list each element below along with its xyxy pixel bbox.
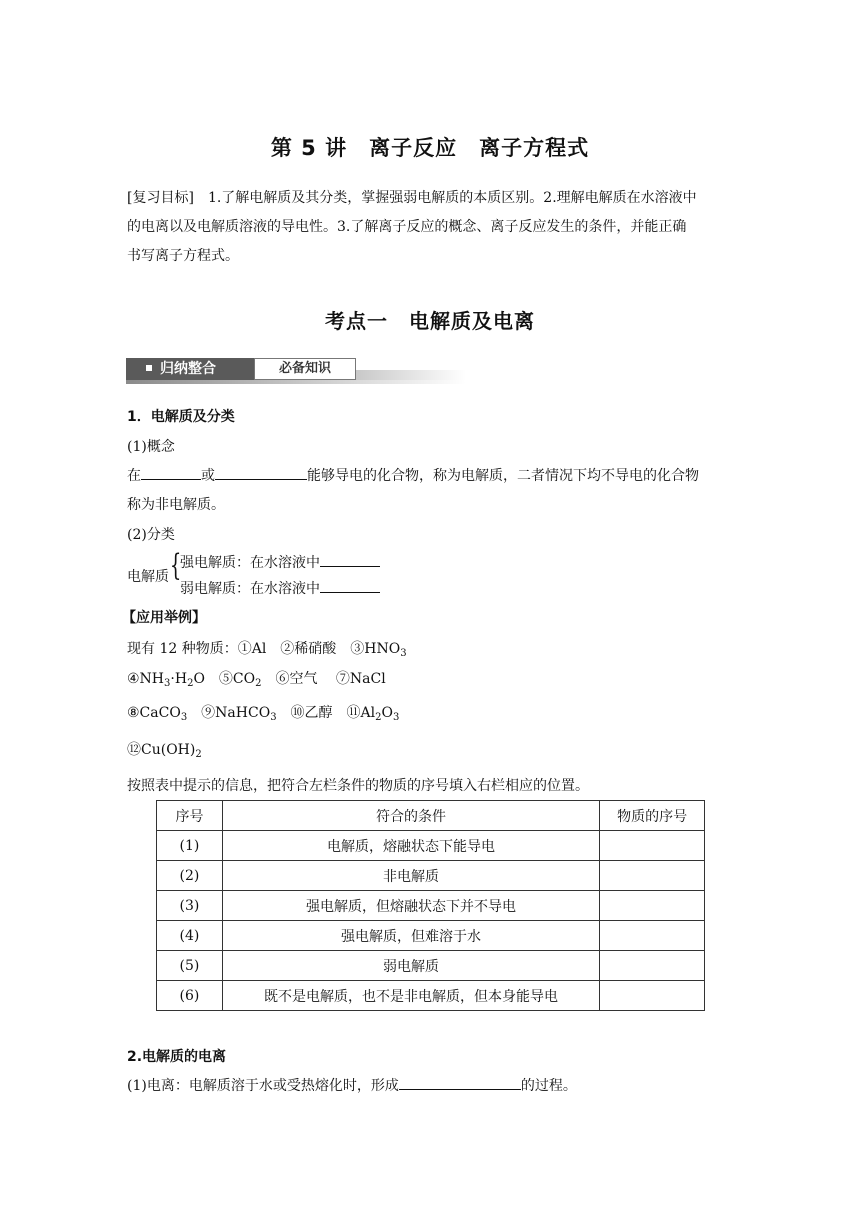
- s2-heading: 2.电解质的电离: [127, 1049, 227, 1065]
- blank-weak: [320, 578, 380, 593]
- s1-heading: 1．电解质及分类: [127, 409, 235, 425]
- table-header-row: [157, 801, 705, 831]
- banner-right: 必备知识: [254, 358, 356, 380]
- example-line-1: 现有 12 种物质：①Al ②稀硝酸 $③HNO_3$: [127, 641, 407, 659]
- concept-b: 或: [201, 468, 215, 484]
- table-row: (2) 非电解质: [157, 861, 705, 891]
- banner-left: [126, 358, 254, 380]
- answer-cell[interactable]: [600, 891, 705, 921]
- banner-bar: [126, 380, 466, 384]
- concept-line-2: 称为非电解质。: [127, 497, 225, 513]
- table-row: (5) 弱电解质: [157, 951, 705, 981]
- header-no: 序号: [157, 801, 223, 831]
- blank-ionize: [399, 1075, 521, 1090]
- review-label: [复习目标]: [127, 190, 194, 206]
- s2-line-1: (1)电离：电解质溶于水或受热熔化时，形成 的过程。: [127, 1075, 577, 1095]
- concept-a: 在: [127, 468, 141, 484]
- class-main: 电解质: [127, 569, 169, 585]
- review-text-2: 的电离以及电解质溶液的导电性。3.了解离子反应的概念、离子反应发生的条件，并能正确: [127, 219, 687, 235]
- condition-table: [156, 800, 705, 1011]
- concept-label: (1)概念: [127, 439, 175, 455]
- weak-text: 弱电解质：在水溶液中: [180, 581, 320, 597]
- concept-c: 能够导电的化合物，称为电解质，二者情况下均不导电的化合物: [307, 468, 699, 484]
- answer-cell[interactable]: [600, 861, 705, 891]
- review-goals: [127, 184, 737, 271]
- example-line-2: $④NH_3\cdot H_2O$ $⑤CO_2$ ⑥空气 ⑦NaCl: [127, 671, 386, 689]
- header-cond: 符合的条件: [222, 801, 599, 831]
- table-row: (1) 电解质，熔融状态下能导电: [157, 831, 705, 861]
- banner-left-label: 归纳整合: [160, 361, 216, 377]
- blank-2: [215, 465, 307, 480]
- table-row: (6) 既不是电解质，也不是非电解质，但本身能导电: [157, 981, 705, 1011]
- weak-line: [180, 578, 380, 598]
- brace-icon: {: [169, 548, 182, 583]
- example-heading: 【应用举例】: [122, 610, 206, 626]
- concept-line: [127, 465, 699, 485]
- table-row: (3) 强电解质，但熔融状态下并不导电: [157, 891, 705, 921]
- strong-line: [180, 552, 380, 572]
- example-line-3: ⑧CaCO$_3$ ⑨NaHCO$_3$ ⑩乙醇 $⑪Al_2O_3$: [127, 705, 400, 723]
- section-title: 考点一 电解质及电离: [325, 309, 535, 333]
- header-ans: 物质的序号: [600, 801, 705, 831]
- answer-cell[interactable]: [600, 921, 705, 951]
- square-icon: [146, 365, 152, 371]
- review-text-3: 书写离子方程式。: [127, 248, 239, 264]
- table-row: (4) 强电解质，但难溶于水: [157, 921, 705, 951]
- class-label: (2)分类: [127, 527, 175, 543]
- example-line-4: $⑫Cu(OH)_2$: [127, 742, 202, 760]
- blank-1: [141, 465, 201, 480]
- answer-cell[interactable]: [600, 831, 705, 861]
- answer-cell[interactable]: [600, 981, 705, 1011]
- strong-text: 强电解质：在水溶液中: [180, 555, 320, 571]
- blank-strong: [320, 552, 380, 567]
- answer-cell[interactable]: [600, 951, 705, 981]
- review-text-1: 1.了解电解质及其分类，掌握强弱电解质的本质区别。2.理解电解质在水溶液中: [207, 190, 697, 206]
- instruction: 按照表中提示的信息，把符合左栏条件的物质的序号填入右栏相应的位置。: [127, 778, 589, 794]
- page-title: 第 5 讲 离子反应 离子方程式: [270, 136, 590, 160]
- section-banner: [126, 356, 466, 384]
